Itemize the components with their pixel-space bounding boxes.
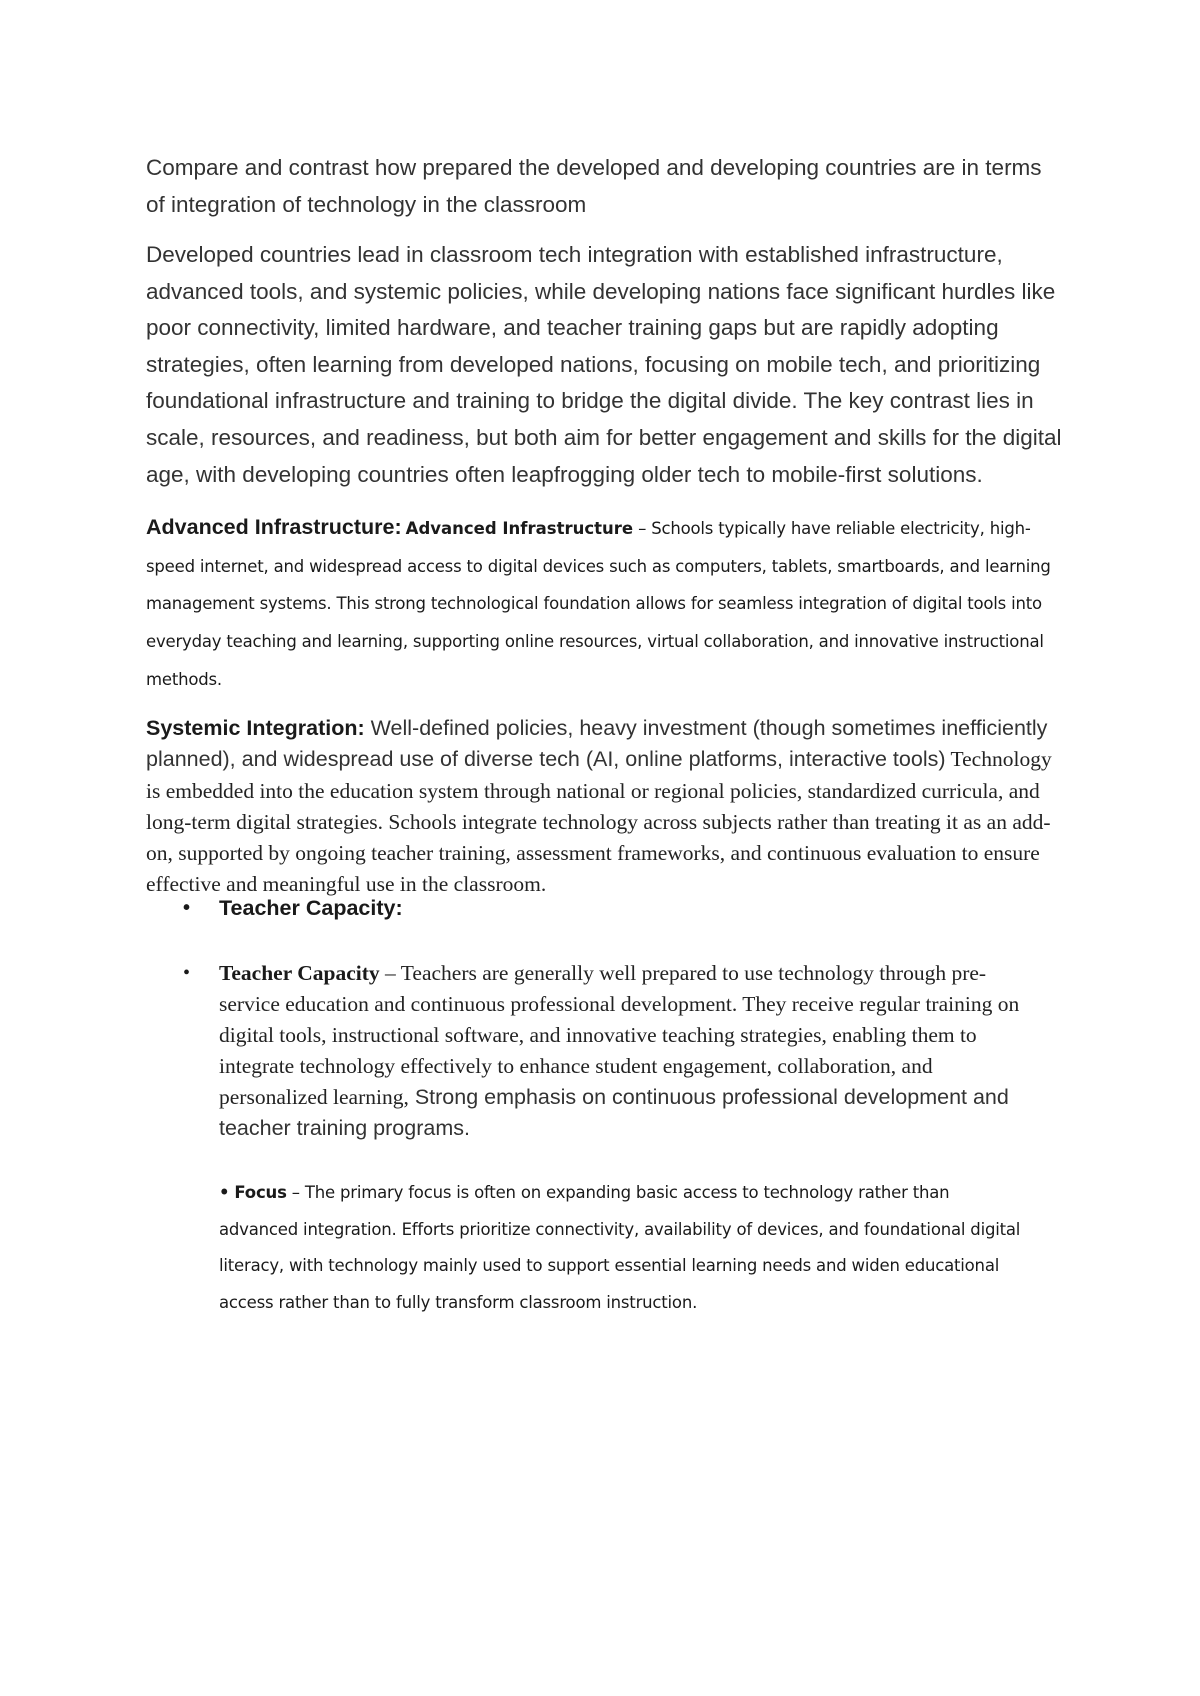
- intro-paragraph: Developed countries lead in classroom tech integration with established infrastructure, advanced tools, and systemic policies, while developing nations face significant hurdles like poor connectivity, limited hardware, and teacher training gaps but are rapidly adopting strategies, often learning from developed nations, focusing on mobile tech, and prioritizing foundational infrastructure and training to bridge the digital divide. The key contrast lies in scale, resources, and readiness, but both aim for better engagement and skills for the digital age, with developing countries often leapfrogging older tech to mobile-first solutions.: [146, 242, 1062, 487]
- teacher-capacity-heading: Teacher Capacity:: [219, 896, 403, 920]
- bullet-icon: •: [183, 962, 191, 984]
- teacher-capacity-emphasis: Strong emphasis on continuous professional development and teacher training programs.: [219, 1085, 1009, 1140]
- infrastructure-paragraph: [146, 509, 1066, 699]
- systemic-paragraph: [146, 714, 1066, 901]
- question-text: Compare and contrast how prepared the developed and developing countries are in terms of integration of technology in the classroom: [146, 155, 1042, 217]
- infrastructure-lead: Advanced Infrastructure: [405, 519, 634, 539]
- list-item: [183, 959, 1028, 1145]
- infrastructure-body: – Schools typically have reliable electricity, high-speed internet, and widespread access to digital devices such as computers, tablets, smartboards, and learning management systems. This strong technological foundation allows for seamless integration of digital tools into everyday teaching and learning, supporting online resources, virtual collaboration, and innovative instructional methods.: [146, 519, 1051, 689]
- systemic-text-b: Technology is embedded into the education system through national or regional policies, standardized curricula, and long-term digital strategies. Schools integrate technology across subjects rather than treating it as an add-on, supported by ongoing teacher training, assessment frameworks, and continuous evaluation to ensure effective and meaningful use in the classroom.: [146, 747, 1052, 897]
- systemic-heading: Systemic Integration:: [146, 716, 365, 741]
- systemic-text-a: Well-defined policies, heavy investment (though sometimes inefficiently planned), and widespread use of diverse tech (AI, online platforms, interactive tools): [146, 716, 1048, 772]
- list-item: [183, 894, 1028, 922]
- teacher-capacity-body: – Teachers are generally well prepared to use technology through pre-service education and continuous professional development. They receive regular training on digital tools, instructional software, and innovative teaching strategies, enabling them to integrate technology effectively to enhance student engagement, collaboration, and personalized learning,: [219, 961, 1020, 1109]
- focus-body: – The primary focus is often on expanding basic access to technology rather than advanced integration. Efforts prioritize connectivity, availability of devices, and foundational digital literacy, with technology mainly used to support essential learning needs and widen educational access rather than to fully transform classroom instruction.: [219, 1183, 1021, 1312]
- focus-bullet-icon: •: [219, 1183, 230, 1202]
- teacher-bullet-list: [183, 894, 1028, 1321]
- list-item: [183, 1175, 1028, 1321]
- teacher-capacity-subheading: Teacher Capacity: [219, 961, 380, 985]
- bullet-icon: •: [183, 897, 191, 919]
- document-page: [146, 150, 1066, 901]
- focus-heading: Focus: [234, 1183, 287, 1202]
- focus-paragraph: [219, 1175, 1028, 1321]
- infrastructure-heading: Advanced Infrastructure:: [146, 515, 402, 540]
